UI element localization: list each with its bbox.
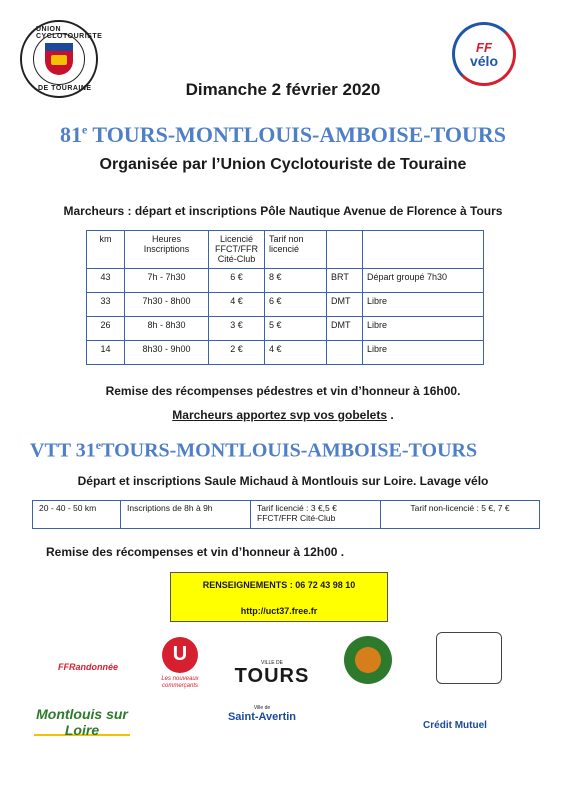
u-logo-icon: U (162, 637, 198, 673)
sponsor-logos (0, 628, 566, 798)
credit-mutuel-logo: Crédit Mutuel (423, 719, 487, 731)
table-cell: Libre (363, 341, 484, 365)
leaf-icon (355, 647, 381, 673)
table-cell: 4 € (209, 293, 265, 317)
tours-logo (232, 656, 312, 690)
table-cell: 7h - 7h30 (125, 269, 209, 293)
club-logo-ring-top: UNION CYCLOTOURISTE (36, 26, 103, 40)
table-cell: Libre (363, 293, 484, 317)
table-cell: 5 € (265, 317, 327, 341)
event-title-sup: e (81, 122, 88, 137)
table-cell: DMT (327, 317, 363, 341)
ffvelo-logo-ff: FF (476, 39, 492, 55)
club-logo-inner (33, 33, 85, 85)
table-cell: 4 € (265, 341, 327, 365)
saint-avertin-logo-small: Ville de (253, 705, 271, 711)
table-cell: 20 - 40 - 50 km (33, 501, 121, 529)
event-date: Dimanche 2 février 2020 (185, 80, 381, 99)
ffrandonnee-logo: FFRandonnée (58, 662, 118, 672)
table-cell: 8 € (265, 269, 327, 293)
table-cell: 26 (87, 317, 125, 341)
table-header-row (87, 231, 484, 269)
vtt-title-sup: e (95, 438, 102, 452)
info-phone: RENSEIGNEMENTS : 06 72 43 98 10 (202, 580, 356, 590)
walkers-table (86, 230, 484, 365)
table-header-cell: Heures Inscriptions (125, 231, 209, 269)
walkers-info: Marcheurs : départ et inscriptions Pôle Nautique Avenue de Florence à Tours (63, 204, 503, 218)
table-cell: 14 (87, 341, 125, 365)
walkers-cups-end: . (387, 408, 394, 422)
table-header-cell (327, 231, 363, 269)
u-commercants-logo (150, 628, 210, 698)
table-cell: 33 (87, 293, 125, 317)
table-cell: 7h30 - 8h00 (125, 293, 209, 317)
event-title-number: 81 (59, 122, 82, 147)
saint-avertin-logo (222, 702, 302, 726)
ffvelo-logo (452, 22, 516, 86)
u-logo-tagline: Les nouveaux commerçants (161, 675, 199, 689)
tours-logo-name: TOURS (234, 665, 310, 687)
table-header-cell (363, 231, 484, 269)
vtt-title-prefix: VTT 31 (30, 439, 96, 462)
table-header-cell: Licencié FFCT/FFR Cité-Club (209, 231, 265, 269)
table-cell: 6 € (209, 269, 265, 293)
event-subtitle: Organisée par l’Union Cyclotouriste de Touraine (99, 156, 467, 173)
table-cell: 3 € (209, 317, 265, 341)
vtt-title-rest: TOURS-MONTLOUIS-AMBOISE-TOURS (101, 439, 478, 462)
table-row (87, 341, 484, 365)
table-header-cell: km (87, 231, 125, 269)
table-cell: 6 € (265, 293, 327, 317)
table-header-cell: Tarif non licencié (265, 231, 327, 269)
table-row (87, 317, 484, 341)
vtt-rewards: Remise des récompenses et vin d’honneur à 12h00 . (46, 545, 345, 559)
saint-avertin-logo-name: Saint-Avertin (227, 711, 297, 723)
montlouis-logo: Montlouis sur Loire (34, 710, 130, 736)
club-logo-ring-bottom: DE TOURAINE (38, 85, 92, 92)
table-row (33, 501, 540, 529)
ffvelo-logo-velo: vélo (469, 52, 498, 69)
table-cell: 43 (87, 269, 125, 293)
vtt-table (32, 500, 540, 529)
info-box (170, 572, 388, 622)
table-cell: Inscriptions de 8h à 9h (121, 501, 251, 529)
tours-logo-small: VILLE DE (261, 660, 283, 666)
walkers-cups-note (0, 408, 566, 422)
table-cell: Départ groupé 7h30 (363, 269, 484, 293)
table-cell: 2 € (209, 341, 265, 365)
table-cell: BRT (327, 269, 363, 293)
round-badge-logo (344, 636, 392, 684)
table-cell: Libre (363, 317, 484, 341)
shield-icon (45, 43, 73, 75)
table-cell: Tarif licencié : 3 €,5 € FFCT/FFR Cité-Club (251, 501, 381, 529)
table-cell: 8h - 8h30 (125, 317, 209, 341)
table-cell (327, 341, 363, 365)
table-cell: DMT (327, 293, 363, 317)
table-cell: 8h30 - 9h00 (125, 341, 209, 365)
walkers-cups-underlined: Marcheurs apportez svp vos gobelets (172, 408, 388, 422)
walkers-rewards: Remise des récompenses pédestres et vin d’honneur à 16h00. (105, 384, 461, 398)
event-title-rest: TOURS-MONTLOUIS-AMBOISE-TOURS (87, 122, 507, 147)
table-row (87, 269, 484, 293)
table-row (87, 293, 484, 317)
vtt-start-info: Départ et inscriptions Saule Michaud à Montlouis sur Loire. Lavage vélo (77, 474, 489, 488)
event-title (0, 122, 566, 148)
info-url[interactable]: http://uct37.free.fr (240, 606, 318, 616)
table-cell: Tarif non-licencié : 5 €, 7 € (381, 501, 540, 529)
building-outline-logo (436, 632, 502, 684)
vtt-title (30, 438, 477, 463)
